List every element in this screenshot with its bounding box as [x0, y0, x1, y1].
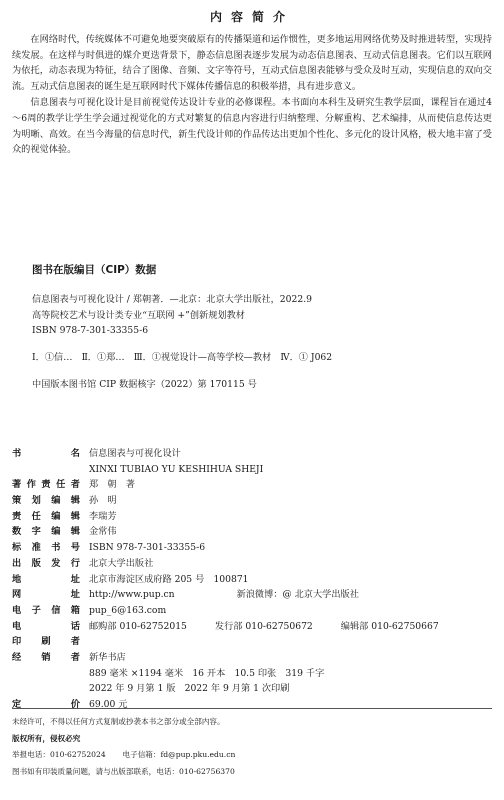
cip-heading: 图书在版编目（CIP）数据: [32, 264, 157, 276]
info-label: 定 价: [12, 699, 80, 710]
info-row-website: [12, 587, 492, 603]
info-row-distributor: [12, 650, 492, 666]
report-email: 电子信箱：fd@pup.pku.edu.cn: [122, 750, 236, 759]
footer-divider: [12, 708, 492, 709]
copy-notice: 未经许可，不得以任何方式复制或抄袭本书之部分或全部内容。: [12, 717, 225, 726]
info-label: 地 址: [12, 573, 80, 585]
info-label: 著作责任者: [12, 479, 80, 491]
info-label: 数字编辑: [12, 526, 80, 538]
rights-reserved: 版权所有，侵权必究: [12, 733, 81, 743]
phone-editorial: 编辑部 010-62750667: [340, 620, 439, 632]
website-value: http://www.pup.cn: [89, 589, 175, 601]
info-row-title: [12, 446, 492, 462]
info-label: 标准书号: [12, 542, 80, 554]
info-label: 网 址: [12, 589, 80, 601]
phone-sales: 发行部 010-62750672: [214, 620, 313, 632]
info-row-phone: [12, 619, 492, 635]
info-row-edition: [12, 681, 492, 697]
info-row-format: [12, 666, 492, 682]
info-row-address: [12, 572, 492, 588]
author-value: 郑 朝 著: [89, 479, 135, 491]
info-label: 电 话: [12, 620, 80, 632]
distributor-value: 新华书店: [89, 651, 126, 663]
info-row-responsible-editor: [12, 509, 492, 525]
quality-notice: 图书如有印装质量问题，请与出版部联系，电话：010-62756370: [12, 766, 235, 776]
introduction-section: [12, 32, 492, 159]
info-row-email: [12, 603, 492, 619]
cip-record: [32, 292, 472, 339]
info-label: 印 刷 者: [12, 636, 80, 648]
report-phone: 举报电话：010-62752024: [12, 750, 106, 759]
info-row-digital-editor: [12, 524, 492, 540]
rights-footer: [12, 714, 492, 780]
price-value: 69.00 元: [89, 699, 128, 710]
planning-editor-value: 孙 明: [89, 495, 117, 507]
cip-record-number: 中国版本图书馆 CIP 数据核字（2022）第 170115 号: [32, 379, 257, 390]
book-title-pinyin: XINXI TUBIAO YU KESHIHUA SHEJI: [89, 463, 264, 475]
info-row-publisher: [12, 556, 492, 572]
email-value: pup_6@163.com: [89, 604, 167, 616]
info-label: 策划编辑: [12, 495, 80, 507]
info-row-pinyin: [12, 462, 492, 478]
isbn-value: ISBN 978-7-301-33355-6: [89, 542, 206, 554]
cip-line-isbn: ISBN 978-7-301-33355-6: [32, 325, 149, 336]
publisher-value: 北京大学出版社: [89, 557, 154, 569]
report-contacts: [12, 747, 492, 764]
format-value: 889 毫米 ×1194 毫米 16 开本 10.5 印张 319 千字: [89, 667, 325, 679]
info-row-printer: [12, 634, 492, 650]
digital-editor-value: 金常伟: [89, 526, 117, 538]
edition-value: 2022 年 9 月第 1 版 2022 年 9 月第 1 次印刷: [89, 683, 290, 695]
weibo-value: 新浪微博：@ 北京大学出版社: [236, 589, 359, 601]
info-label: 责任编辑: [12, 510, 80, 522]
page-title: 内容简介: [209, 10, 294, 24]
cip-classification: Ⅰ．①信… Ⅱ．①郑… Ⅲ．①视觉设计—高等学校—教材 Ⅳ．① J062: [32, 352, 333, 363]
cip-line-series: 高等院校艺术与设计类专业“互联网 +”创新规划教材: [32, 309, 245, 321]
intro-paragraph-2: 信息图表与可视化设计是目前视觉传达设计专业的必修课程。本书面向本科生及研究生教学层面，课程旨在通过4～6周的教学让学生学会通过视觉化的方式对繁复的信息内容进行归纳整理、分解重构、艺术编排，从而使信息传达更为明晰、高效。在当今海量的信息时代，新生代设计师的作品传达出更加个性化、多元化的设计风格，极大地丰富了受众的视觉体验。: [12, 97, 492, 156]
info-row-isbn: [12, 540, 492, 556]
book-title-value: 信息图表与可视化设计: [89, 448, 181, 459]
address-value: 北京市海淀区成府路 205 号 100871: [89, 573, 249, 585]
info-label: 出版发行: [12, 557, 80, 569]
info-row-planning-editor: [12, 493, 492, 509]
info-row-price: [12, 697, 492, 713]
responsible-editor-value: 李瑞芳: [89, 510, 117, 522]
phone-mail-order: 邮购部 010-62752015: [89, 620, 187, 632]
publication-info-table: [12, 446, 492, 713]
info-label: 书 名: [12, 448, 80, 459]
info-label: 电子信箱: [12, 604, 80, 616]
cip-line-title: 信息图表与可视化设计 / 郑朝著．—北京：北京大学出版社，2022.9: [32, 294, 312, 305]
intro-paragraph-1: 在网络时代，传统媒体不可避免地要突破原有的传播渠道和运作惯性，更多地运用网络优势及时推进转型，实现持续发展。在这样与时俱进的媒介更迭背景下，静态信息图表逐步发展为动态信息图表、互动式信息图表。它们以互联网为依托，动态表现为特征，结合了图像、音频、文字等符号，互动式信息图表能够与受众及时互动，实现信息的双向交流。互动式信息图表的诞生是互联网时代下媒体传播信息的积极举措，具有进步意义。: [12, 34, 492, 92]
info-label: 经 销 者: [12, 651, 80, 663]
info-row-author: [12, 477, 492, 493]
